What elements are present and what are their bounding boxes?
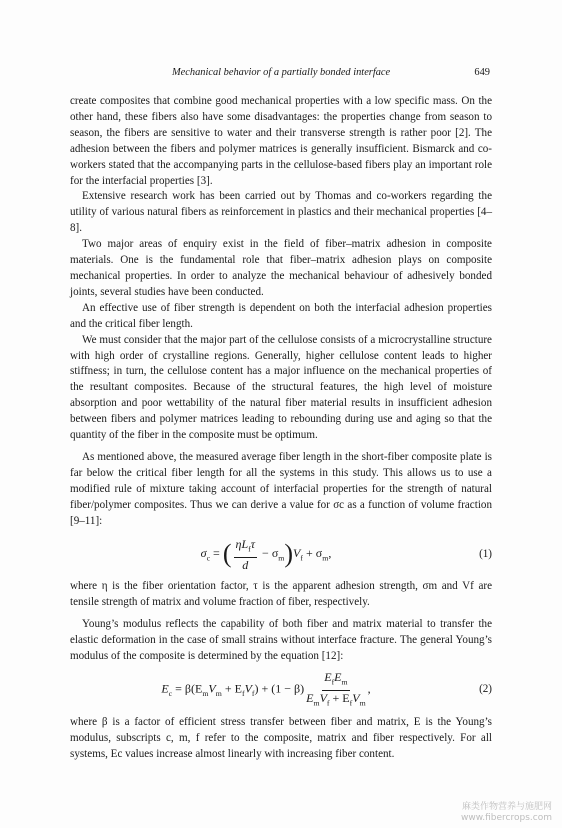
paragraph: Two major areas of enquiry exist in the field of fiber–matrix adhesion in composite materials. One is the fundamental role that fiber–matrix adhesion plays on composite mechanical properties. In order to analyze the mechanical behaviour of adhesively bonded joints, several studies have been conducted. xyxy=(70,238,492,298)
eq1-lhs: σ xyxy=(200,546,207,561)
equation-1-number: (1) xyxy=(479,547,492,560)
paragraph: where β is a factor of efficient stress transfer between fiber and matrix, E is the Young’s modulus, subscripts c, m, f refer to the composite, matrix and fiber respectively. For all systems, Ec values increase almost linearly with increasing fiber content. xyxy=(70,716,492,760)
equation-2 xyxy=(70,667,492,713)
paragraph: As mentioned above, the measured average fiber length in the short-fiber composite plate is far below the critical fiber length for all the systems in this study. This allows us to use a modified rule of mixture taking account of interfacial properties for the strength of natural fiber/polymer composites. Thus we can derive a value for σc as a function of volume fraction [9–11]: xyxy=(70,450,492,527)
paragraph: We must consider that the major part of the cellulose consists of a microcrystalline structure with high order of crystalline regions. Generally, higher cellulose content leads to higher stiffness; in turn, the cellulose content has a major influence on the mechanical properties of the resultant composites. Because of the structural features, the high level of moisture absorption and poor wettability of the natural fiber material results in insufficient adhesion between fibers and polymer matrices leading to rebounding during use and aging so that the quantity of the fiber in the composite must be optimum. xyxy=(70,333,492,442)
paragraph: where η is the fiber orientation factor, τ is the apparent adhesion strength, σm and Vf are tensile strength of matrix and volume fraction of fiber, respectively. xyxy=(70,580,492,609)
paragraph: Young’s modulus reflects the capability of both fiber and matrix material to transfer the elastic deformation in the case of small strains without interface fracture. The general Young’s modulus of the composite is determined by the equation [12]: xyxy=(70,618,492,663)
paragraph: create composites that combine good mechanical properties with a low specific mass. On the other hand, these fibers also have some disadvantages: the properties change from season to season, the fibers are sensitive to water and their transverse strength is rather poor [2]. The adhesion between the fibers and polymer matrices is generally insufficient. Bismarck and co-workers stated that the accompanying parts in the cellulose-based fibers play an important role for the interfacial properties [3]. xyxy=(70,95,492,187)
equation-1-expression: $\sigma_c$ = ( $\frac{\eta L_f\tau}{d}$ − $\sigma_m)V_f + \sigma_m$, xyxy=(200,537,332,572)
right-paren: ) xyxy=(284,539,294,569)
watermark-line-1: 麻类作物营养与施肥网 xyxy=(461,802,552,812)
paragraph: An effective use of fiber strength is dependent on both the interfacial adhesion properties and the critical fiber length. xyxy=(70,301,492,330)
equation-2-expression: $E_c = \beta(E_mV_m + E_fV_f) + (1 - \beta)$ $\frac{E_fE_m}{E_mV_f + E_fV_m}$ , xyxy=(70,670,462,710)
eq1-fraction: $\frac{\eta L_f\tau}{d}$ xyxy=(235,537,256,572)
page-number: 649 xyxy=(474,67,490,78)
equation-2-number: (2) xyxy=(479,683,492,696)
running-title: Mechanical behavior of a partially bonded interface xyxy=(172,67,391,78)
eq2-fraction: $\frac{E_fE_m}{E_mV_f + E_fV_m}$ xyxy=(306,670,366,707)
watermark-line-2: www.fibercrops.com xyxy=(461,813,552,823)
left-paren: ( xyxy=(222,539,232,569)
watermark xyxy=(461,802,552,824)
equation-1 xyxy=(70,531,492,577)
body-text xyxy=(70,94,492,763)
paragraph: Extensive research work has been carried out by Thomas and co-workers regarding the utility of various natural fibers as reinforcement in plastics and their mechanical properties [4–8]. xyxy=(70,190,492,235)
